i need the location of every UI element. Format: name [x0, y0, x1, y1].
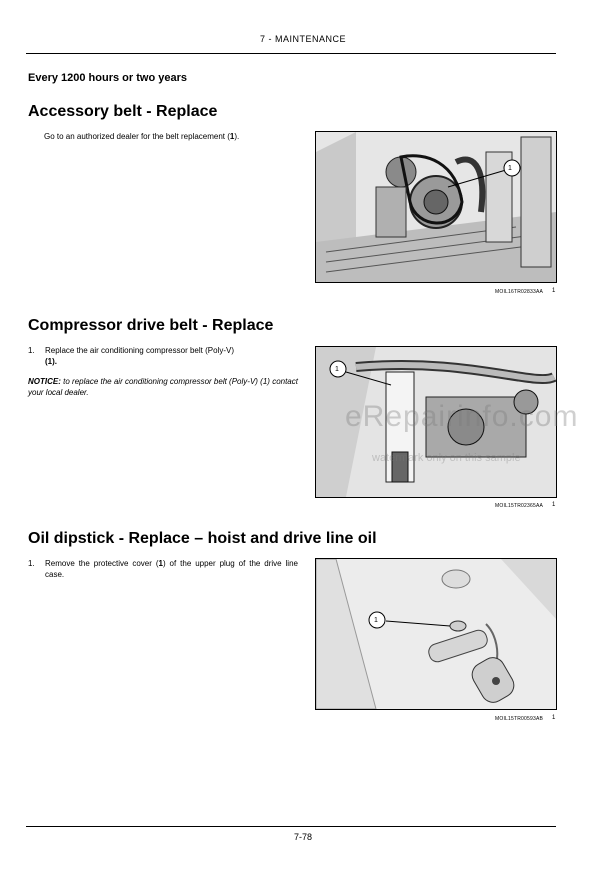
figure-oil-dipstick [315, 558, 557, 710]
watermark-subtext: watermark only on this sample [372, 452, 521, 464]
figure-id: MOIL15TR02365AA [495, 503, 544, 509]
notice-text: to replace the air conditioning compressor belt (Poly-V) (1) contact your local dealer. [28, 377, 298, 397]
callout-1-label: 1 [374, 617, 378, 624]
drive-line-case-illustration [316, 559, 556, 709]
oil-dipstick-step [28, 558, 298, 580]
figure-number: 1 [552, 502, 556, 508]
step-text: Remove the protective cover ( [45, 559, 159, 568]
step-number: 1. [28, 559, 35, 568]
step-text-end: ) of the upper plug of the drive line case. [45, 559, 298, 579]
callout-1-label: 1 [508, 165, 512, 172]
running-header: 7 - MAINTENANCE [259, 34, 346, 44]
figure-accessory-belt [315, 131, 557, 283]
callout-1-label: 1 [335, 366, 339, 373]
instruction-ref: 1 [229, 132, 235, 141]
footer-rule [26, 826, 556, 827]
section-title-oil-dipstick: Oil dipstick - Replace – hoist and drive line oil [28, 530, 377, 547]
engine-belt-illustration [316, 132, 556, 282]
accessory-belt-instruction [44, 131, 304, 142]
figure-id: MOIL16TR02833AA [495, 289, 544, 295]
maintenance-interval-heading: Every 1200 hours or two years [28, 72, 187, 84]
figure-number: 1 [552, 288, 556, 294]
instruction-text-end: ). [234, 132, 240, 141]
step-number: 1. [28, 346, 35, 355]
figure-number: 1 [552, 715, 556, 721]
callout-1-circle [504, 160, 520, 176]
watermark: eRepairinfo.com [345, 400, 579, 433]
instruction-text: Go to an authorized dealer for the belt replacement ( [44, 132, 230, 141]
notice-paragraph [28, 376, 298, 398]
step-text: Replace the air conditioning compressor belt (Poly-V) [45, 346, 234, 355]
page-number: 7-78 [293, 832, 312, 842]
compressor-belt-step [28, 345, 298, 367]
step-ref: (1). [45, 357, 57, 366]
section-title-accessory-belt: Accessory belt - Replace [28, 103, 218, 120]
header-rule [26, 53, 556, 54]
notice-label: NOTICE: [28, 377, 61, 386]
step-ref: 1 [158, 559, 163, 568]
figure-id: MOIL15TR00593AB [495, 716, 544, 722]
section-title-compressor-belt: Compressor drive belt - Replace [28, 317, 274, 334]
